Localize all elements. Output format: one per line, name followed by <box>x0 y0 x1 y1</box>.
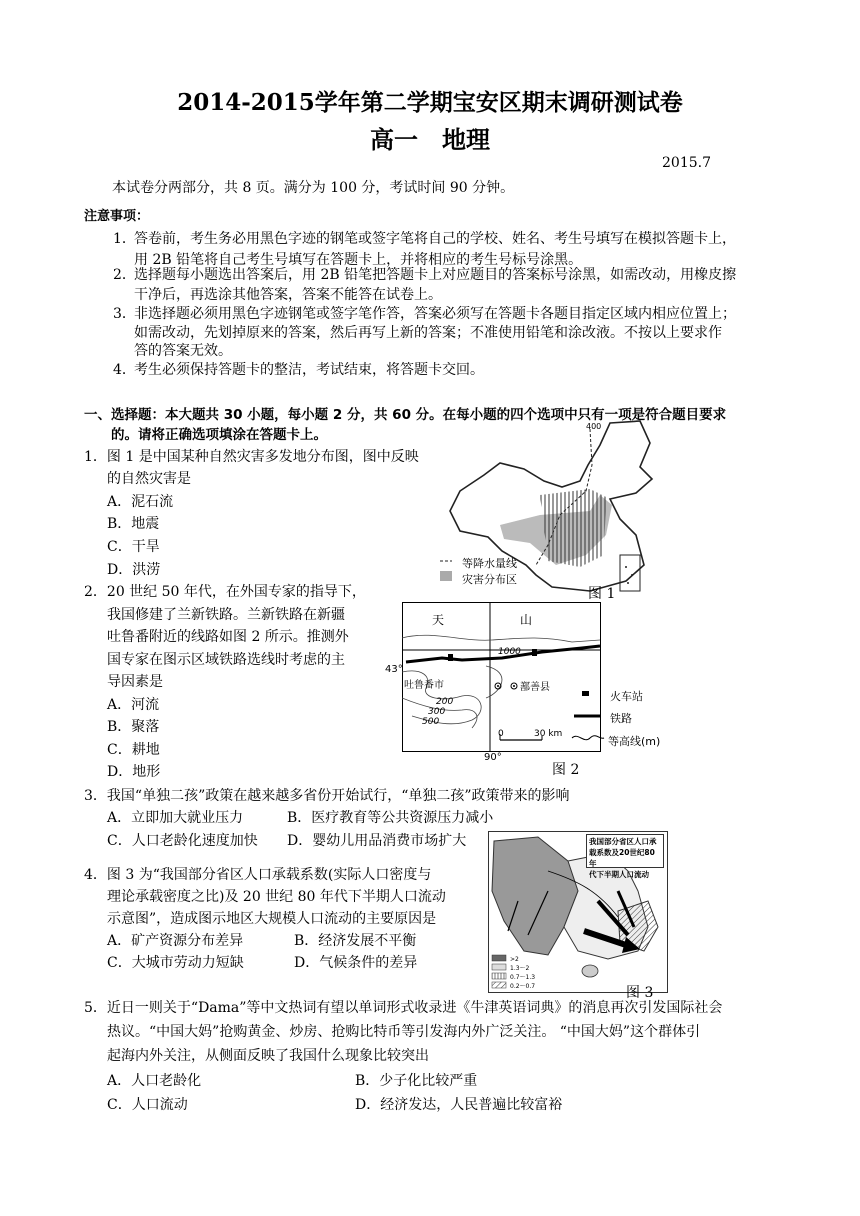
contour-label: 500 <box>422 717 440 727</box>
legend-station-icon <box>582 691 589 696</box>
legend-label: 1.3～2 <box>510 965 530 972</box>
question-stem: 的自然灾害是 <box>107 471 191 487</box>
label-tian: 天 <box>432 613 445 627</box>
question-stem: 理论承载密度之比)及 20 世纪 80 年代下半期人口流动 <box>107 889 446 905</box>
exam-intro: 本试卷分两部分，共 8 页。满分为 100 分，考试时间 90 分钟。 <box>112 180 515 196</box>
question-stem: 起海内外关注，从侧面反映了我国什么现象比较突出 <box>107 1048 429 1064</box>
question-stem: 4．图 3 为“我国部分省区人口承载系数(实际人口密度与 <box>84 867 432 883</box>
option-a[interactable]: A．河流 <box>107 697 160 713</box>
lat-label: 43° <box>385 664 403 675</box>
legend-label: 0.7～1.3 <box>510 974 536 981</box>
question-stem: 2．20 世纪 50 年代，在外国专家的指导下， <box>84 584 366 600</box>
option-d[interactable]: D．气候条件的差异 <box>294 955 418 971</box>
figure-3-title-line: 代下半期人口流动 <box>589 870 649 879</box>
option-a[interactable]: A．泥石流 <box>107 494 174 510</box>
note-line: 如需改动，先划掉原来的答案，然后再写上新的答案；不准使用铅笔和涂改液。不按以上要求作 <box>134 325 722 341</box>
note-number: 1． <box>113 231 136 247</box>
question-stem: 3．我国“单独二孩”政策在越来越多省份开始试行，“单独二孩”政策带来的影响 <box>84 788 570 804</box>
note-line: 考生必须保持答题卡的整洁，考试结束，将答题卡交回。 <box>134 362 484 378</box>
figure-3-title-box <box>586 834 664 879</box>
legend-label: >2 <box>510 956 519 963</box>
question-stem: 吐鲁番附近的线路如图 2 所示。推测外 <box>107 629 349 645</box>
option-d[interactable]: D．地形 <box>107 764 161 780</box>
figure-caption: 图 1 <box>588 586 616 602</box>
legend-area-label: 灾害分布区 <box>462 573 517 586</box>
option-b[interactable]: B．医疗教育等公共资源压力减小 <box>287 810 494 826</box>
question-stem: 5．近日一则关于“Dama”等中文热词有望以单词形式收录进《牛津英语词典》的消息再次引发国际社会 <box>84 1000 723 1016</box>
option-a[interactable]: A．立即加大就业压力 <box>107 810 244 826</box>
option-b[interactable]: B．经济发展不平衡 <box>294 933 417 949</box>
legend-swatch <box>492 955 506 961</box>
label-shan: 山 <box>520 613 533 627</box>
train-station <box>532 649 537 656</box>
note-line: 干净后，再选涂其他答案，答案不能答在试卷上。 <box>134 287 442 303</box>
legend-isoline-label: 等降水量线 <box>462 557 517 570</box>
figure-2-legend-symbols <box>570 688 606 750</box>
contour-label: 300 <box>428 707 446 717</box>
section-heading-cont: 的。请将正确选项填涂在答题卡上。 <box>111 427 327 443</box>
option-b[interactable]: B．地震 <box>107 516 160 532</box>
lon-label: 90° <box>484 752 502 763</box>
note-number: 2． <box>113 267 136 283</box>
legend-area-swatch <box>440 571 452 581</box>
legend-contour-label: 等高线(m) <box>608 735 661 748</box>
option-c[interactable]: C．人口老龄化速度加快 <box>107 833 258 849</box>
question-stem: 我国修建了兰新铁路。兰新铁路在新疆 <box>107 607 345 623</box>
option-a[interactable]: A．人口老龄化 <box>107 1073 202 1089</box>
legend-rail-label: 铁路 <box>610 712 632 725</box>
legend-station-label: 火车站 <box>610 690 643 703</box>
disaster-hatched-area <box>540 489 606 567</box>
notes-heading: 注意事项： <box>84 209 150 224</box>
option-d[interactable]: D．婴幼儿用品消费市场扩大 <box>287 833 467 849</box>
option-c[interactable]: C．耕地 <box>107 742 160 758</box>
exam-title: 2014-2015学年第二学期宝安区期末调研测试卷 <box>177 89 683 116</box>
note-line: 非选择题必须用黑色字迹钢笔或签字笔作答，答案必须写在答题卡各题目指定区域内相应位置上； <box>134 306 736 322</box>
option-c[interactable]: C．大城市劳动力短缺 <box>107 955 244 971</box>
option-d[interactable]: D．洪涝 <box>107 562 161 578</box>
note-number: 3． <box>113 306 136 322</box>
train-station <box>448 654 453 661</box>
label-turpan: 吐鲁番市 <box>404 680 444 691</box>
option-b[interactable]: B．聚落 <box>107 719 160 735</box>
section-heading: 一、选择题：本大题共 30 小题，每小题 2 分，共 60 分。在每小题的四个选项中只有一项是符合题目要求 <box>84 407 727 423</box>
note-line: 答卷前，考生务必用黑色字迹的钢笔或签字笔将自己的学校、姓名、考生号填写在模拟答题卡上， <box>134 231 736 247</box>
legend-swatch <box>492 973 506 979</box>
figure-caption: 图 2 <box>552 762 580 778</box>
scale-label: 0 <box>498 729 504 739</box>
legend-label: 0.2～0.7 <box>510 983 536 990</box>
island-region <box>582 965 598 977</box>
label-shanshan: 鄯善县 <box>520 682 550 693</box>
question-stem: 导因素是 <box>107 674 163 690</box>
isoline-label: 400 <box>586 422 602 431</box>
figure-caption: 图 3 <box>626 985 654 1001</box>
question-stem: 1．图 1 是中国某种自然灾害多发地分布图，图中反映 <box>84 449 419 465</box>
note-number: 4． <box>113 362 136 378</box>
legend-swatch <box>492 964 506 970</box>
legend-swatch <box>492 982 506 988</box>
legend-contour-icon <box>572 736 604 740</box>
option-a[interactable]: A．矿产资源分布差异 <box>107 933 244 949</box>
exam-subtitle: 高一 地理 <box>370 125 490 154</box>
option-c[interactable]: C．人口流动 <box>107 1097 188 1113</box>
scale-label: 30 km <box>534 729 563 739</box>
question-stem: 示意图”，造成图示地区大规模人口流动的主要原因是 <box>107 911 437 927</box>
contour-label: 200 <box>436 697 454 707</box>
question-stem: 国专家在图示区域铁路选线时考虑的主 <box>107 652 345 668</box>
note-line: 用 2B 铅笔将自己考生号填写在答题卡上，并将相应的考生号标号涂黑。 <box>134 252 583 268</box>
figure-3-title-line: 我国部分省区人口承 <box>589 837 657 846</box>
figure-3-title-line: 载系数及20世纪80年 <box>589 848 655 868</box>
option-c[interactable]: C．干旱 <box>107 539 160 555</box>
exam-date: 2015.7 <box>662 155 711 171</box>
note-line: 答的答案无效。 <box>134 343 232 359</box>
option-b[interactable]: B．少子化比较严重 <box>355 1073 478 1089</box>
note-line: 选择题每小题选出答案后，用 2B 铅笔把答题卡上对应题目的答案标号涂黑，如需改动，用橡皮擦 <box>134 267 737 283</box>
contour-label: 1000 <box>498 647 521 657</box>
option-d[interactable]: D．经济发达，人民普遍比较富裕 <box>355 1097 563 1113</box>
question-stem: 热议。“中国大妈”抢购黄金、炒房、抢购比特币等引发海内外广泛关注。 “中国大妈”这个群体引 <box>107 1024 701 1040</box>
